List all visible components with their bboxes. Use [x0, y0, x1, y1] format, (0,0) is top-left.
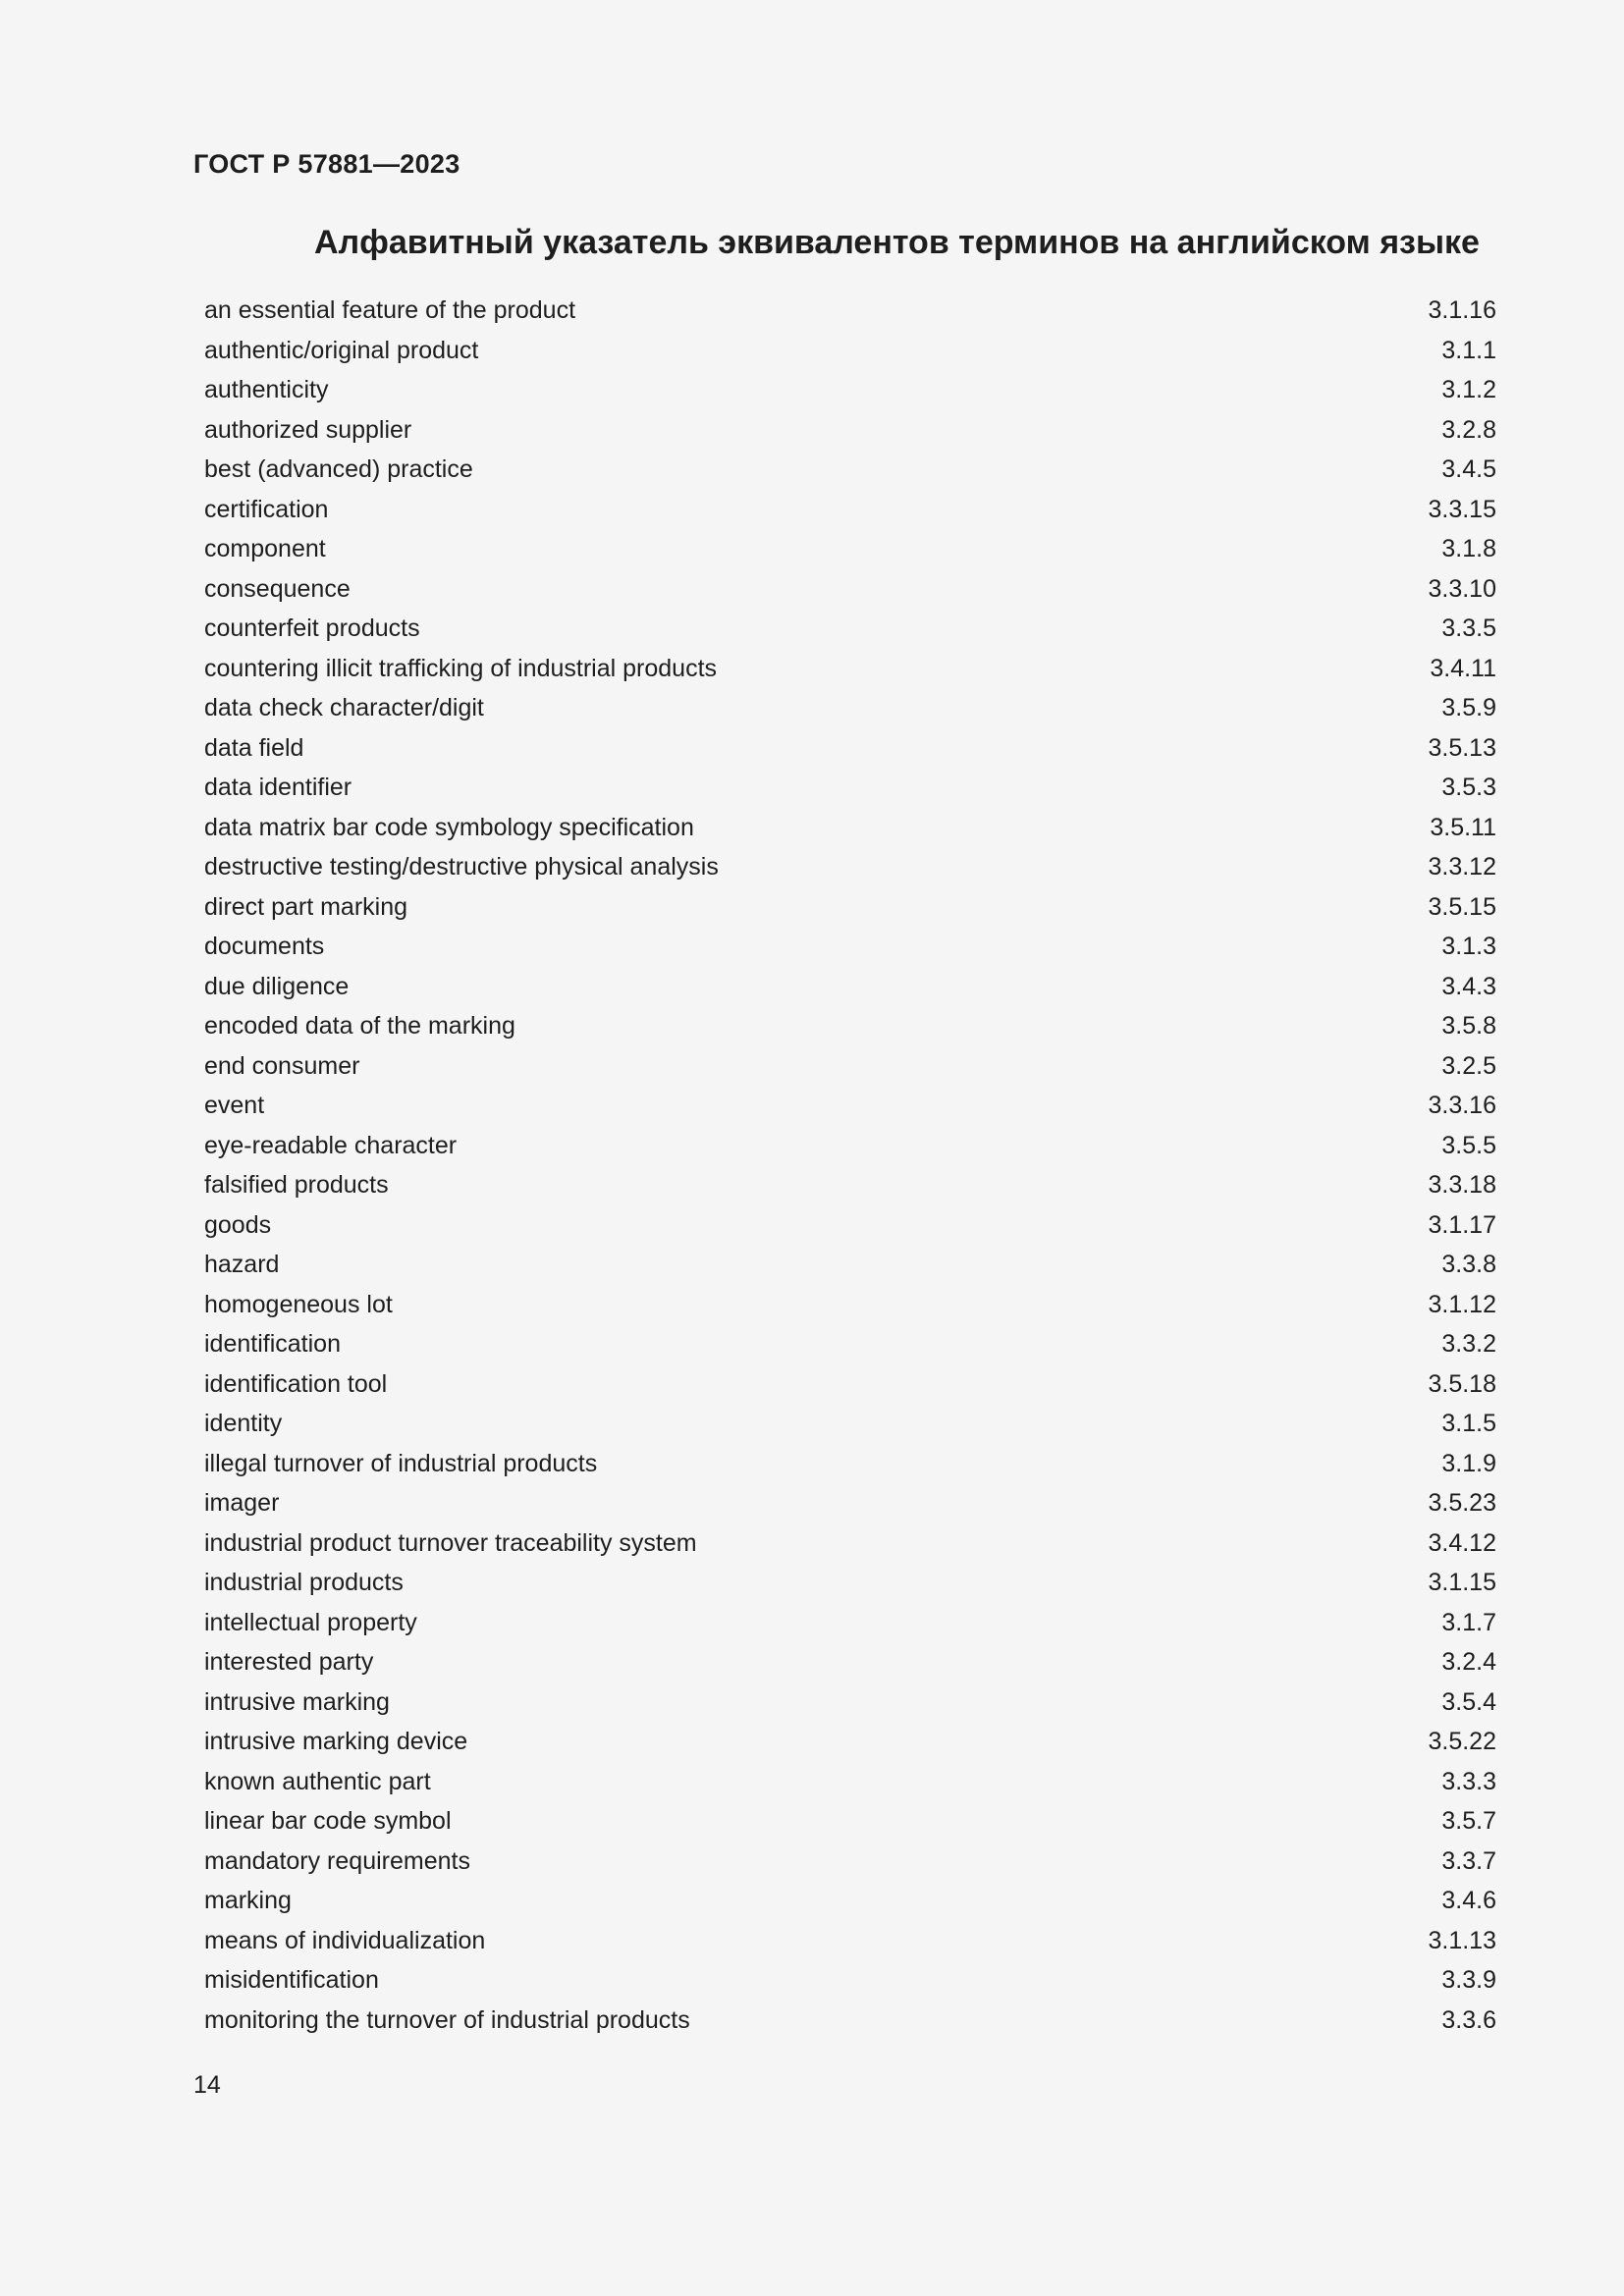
index-entry [204, 808, 1496, 848]
entry-reference: 3.1.5 [1441, 1410, 1496, 1437]
entry-term: imager [204, 1489, 280, 1517]
entry-reference: 3.1.16 [1428, 296, 1496, 324]
entry-term: illegal turnover of industrial products [204, 1449, 598, 1477]
entry-reference: 3.1.2 [1441, 376, 1496, 403]
entry-term: means of individualization [204, 1926, 486, 1954]
entry-term: falsified products [204, 1171, 389, 1199]
entry-term: eye-readable character [204, 1131, 458, 1159]
index-entry [204, 887, 1496, 928]
entry-term: data field [204, 733, 304, 762]
entry-reference: 3.5.13 [1428, 733, 1496, 762]
entry-reference: 3.4.5 [1441, 455, 1496, 483]
index-entry [204, 1921, 1496, 1961]
entry-term: best (advanced) practice [204, 455, 473, 483]
entry-reference: 3.5.7 [1441, 1807, 1496, 1835]
entry-term: end consumer [204, 1051, 360, 1080]
entry-term: monitoring the turnover of industrial products [204, 2005, 690, 2034]
index-entry [204, 1682, 1496, 1723]
entry-term: linear bar code symbol [204, 1807, 452, 1835]
index-entry [204, 1205, 1496, 1246]
index-entry [204, 569, 1496, 610]
index-entry [204, 1842, 1496, 1882]
index-entry [204, 649, 1496, 689]
entry-reference: 3.3.7 [1441, 1846, 1496, 1875]
index-entry [204, 2001, 1496, 2041]
index-entry [204, 1603, 1496, 1643]
index-entry [204, 529, 1496, 569]
entry-reference: 3.5.18 [1428, 1369, 1496, 1398]
index-entry [204, 1960, 1496, 2001]
entry-term: destructive testing/destructive physical analysis [204, 853, 719, 881]
entry-reference: 3.5.22 [1428, 1728, 1496, 1755]
entry-term: direct part marking [204, 892, 408, 921]
index-entry [204, 1324, 1496, 1364]
entry-term: documents [204, 933, 325, 960]
index-entry [204, 688, 1496, 728]
index-entry [204, 1444, 1496, 1484]
index-entry [204, 1483, 1496, 1523]
entry-term: industrial products [204, 1569, 404, 1596]
entry-reference: 3.1.3 [1441, 933, 1496, 960]
entry-reference: 3.2.5 [1441, 1051, 1496, 1080]
index-entry [204, 1364, 1496, 1405]
entry-reference: 3.1.7 [1441, 1608, 1496, 1636]
index-entry [204, 1762, 1496, 1802]
index-entry [204, 1126, 1496, 1166]
entry-term: industrial product turnover traceability system [204, 1528, 697, 1557]
entry-reference: 3.2.8 [1441, 415, 1496, 444]
index-entry [204, 1404, 1496, 1444]
index-entry [204, 1722, 1496, 1762]
entry-term: hazard [204, 1251, 280, 1278]
entry-reference: 3.5.15 [1428, 892, 1496, 921]
entry-reference: 3.3.15 [1428, 495, 1496, 523]
entry-reference: 3.1.1 [1441, 336, 1496, 364]
entry-reference: 3.5.4 [1441, 1687, 1496, 1716]
entry-term: intrusive marking device [204, 1728, 468, 1755]
index-entry [204, 1881, 1496, 1921]
entry-reference: 3.4.3 [1441, 972, 1496, 1000]
entry-term: authenticity [204, 376, 329, 403]
entry-term: an essential feature of the product [204, 296, 576, 324]
index-entry [204, 1165, 1496, 1205]
entry-term: identification tool [204, 1369, 388, 1398]
entry-reference: 3.3.12 [1428, 853, 1496, 881]
entry-term: event [204, 1092, 265, 1119]
index-title: Алфавитный указатель эквивалентов терминов на английском языке [314, 224, 1480, 261]
entry-reference: 3.5.5 [1441, 1131, 1496, 1159]
entry-term: identification [204, 1330, 341, 1358]
entry-term: data matrix bar code symbology specification [204, 813, 694, 841]
index-list [204, 291, 1496, 2040]
index-entry [204, 728, 1496, 769]
entry-term: marking [204, 1887, 292, 1914]
entry-term: intellectual property [204, 1608, 417, 1636]
index-entry [204, 847, 1496, 887]
entry-term: component [204, 535, 326, 562]
entry-reference: 3.4.6 [1441, 1887, 1496, 1914]
index-entry [204, 1006, 1496, 1046]
entry-term: homogeneous lot [204, 1290, 393, 1318]
index-entry [204, 1523, 1496, 1564]
index-entry [204, 1801, 1496, 1842]
entry-reference: 3.4.11 [1430, 654, 1496, 682]
entry-reference: 3.3.8 [1441, 1251, 1496, 1278]
index-entry [204, 609, 1496, 649]
entry-term: due diligence [204, 972, 350, 1000]
entry-reference: 3.5.3 [1441, 774, 1496, 801]
index-entry [204, 1046, 1496, 1087]
page-number: 14 [193, 2071, 221, 2099]
entry-term: known authentic part [204, 1767, 431, 1795]
entry-reference: 3.2.4 [1441, 1648, 1496, 1676]
index-entry [204, 331, 1496, 371]
entry-term: misidentification [204, 1966, 379, 1994]
entry-term: countering illicit trafficking of industrial products [204, 654, 718, 682]
entry-reference: 3.3.2 [1441, 1330, 1496, 1358]
index-entry [204, 1563, 1496, 1603]
index-entry [204, 967, 1496, 1007]
index-entry [204, 1642, 1496, 1682]
entry-term: mandatory requirements [204, 1846, 470, 1875]
entry-reference: 3.3.9 [1441, 1966, 1496, 1994]
entry-reference: 3.1.12 [1428, 1290, 1496, 1318]
index-entry [204, 927, 1496, 967]
index-entry [204, 410, 1496, 451]
document-code: ГОСТ Р 57881—2023 [193, 149, 460, 179]
entry-reference: 3.3.6 [1441, 2005, 1496, 2034]
index-entry [204, 1245, 1496, 1285]
entry-term: authentic/original product [204, 336, 479, 364]
entry-term: intrusive marking [204, 1687, 390, 1716]
index-entry [204, 1086, 1496, 1126]
entry-term: interested party [204, 1648, 374, 1676]
entry-reference: 3.1.17 [1428, 1210, 1496, 1239]
entry-term: certification [204, 495, 329, 523]
entry-term: counterfeit products [204, 614, 420, 642]
entry-reference: 3.5.9 [1441, 694, 1496, 721]
entry-reference: 3.1.15 [1428, 1569, 1496, 1596]
index-entry [204, 450, 1496, 490]
entry-reference: 3.1.9 [1441, 1449, 1496, 1477]
entry-term: consequence [204, 574, 351, 603]
entry-reference: 3.3.5 [1441, 614, 1496, 642]
index-entry [204, 370, 1496, 410]
entry-reference: 3.4.12 [1428, 1528, 1496, 1557]
entry-term: authorized supplier [204, 415, 412, 444]
entry-term: data identifier [204, 774, 352, 801]
entry-term: encoded data of the marking [204, 1012, 515, 1040]
entry-reference: 3.3.18 [1428, 1171, 1496, 1199]
entry-reference: 3.3.16 [1428, 1092, 1496, 1119]
index-entry [204, 291, 1496, 331]
index-entry [204, 1285, 1496, 1325]
entry-reference: 3.3.10 [1428, 574, 1496, 603]
entry-reference: 3.5.23 [1428, 1489, 1496, 1517]
entry-term: identity [204, 1410, 283, 1437]
entry-reference: 3.1.13 [1428, 1926, 1496, 1954]
entry-term: data check character/digit [204, 694, 484, 721]
index-entry [204, 768, 1496, 808]
entry-reference: 3.3.3 [1441, 1767, 1496, 1795]
entry-term: goods [204, 1210, 272, 1239]
entry-reference: 3.5.11 [1430, 813, 1496, 841]
index-entry [204, 490, 1496, 530]
entry-reference: 3.1.8 [1441, 535, 1496, 562]
entry-reference: 3.5.8 [1441, 1012, 1496, 1040]
